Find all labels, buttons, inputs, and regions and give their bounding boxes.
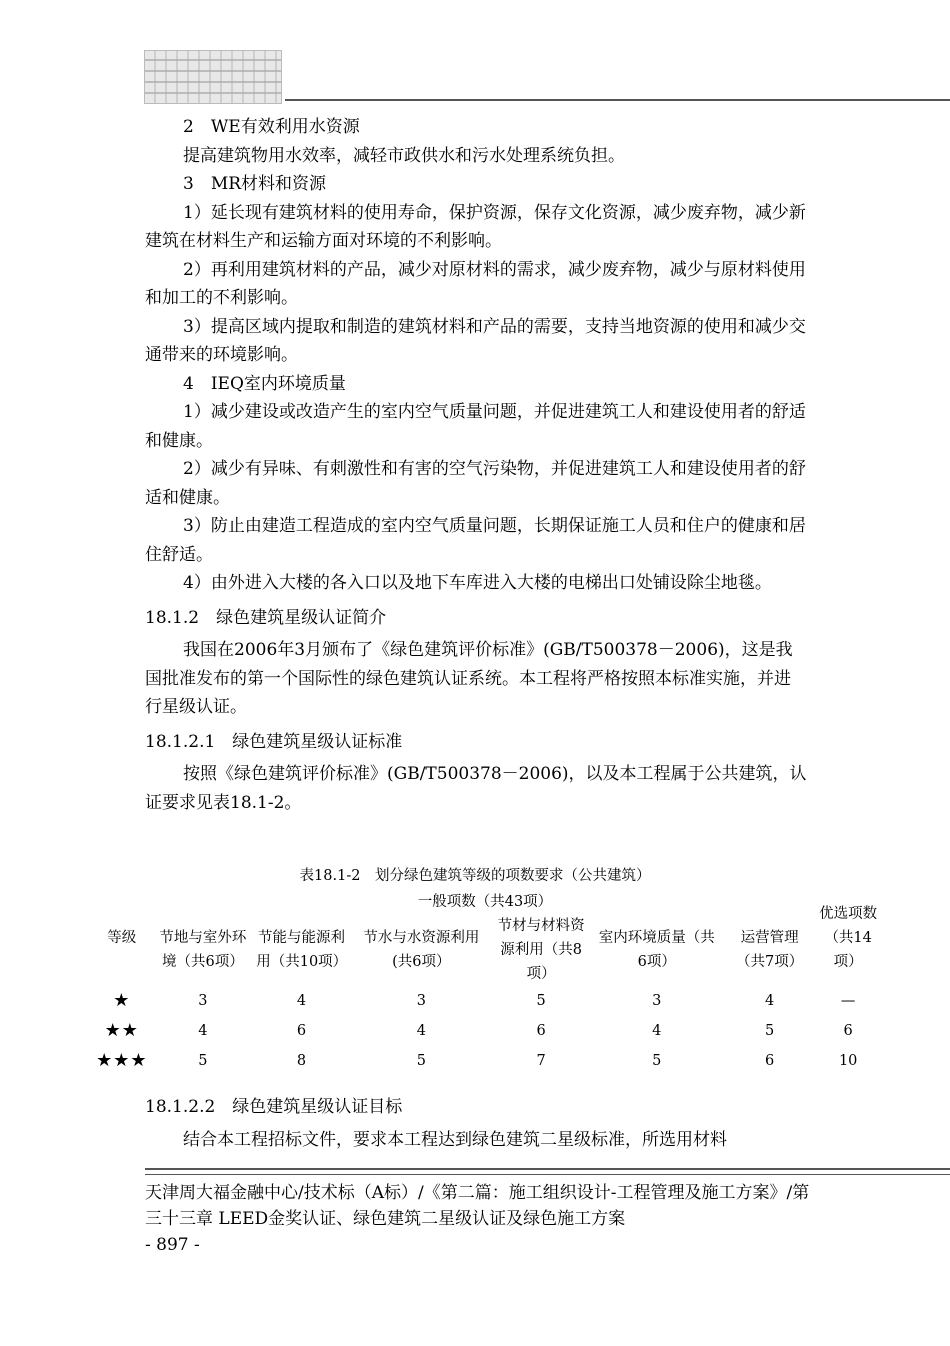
paragraph: 3 MR材料和资源 xyxy=(183,174,327,194)
table-caption: 表18.1-2 划分绿色建筑等级的项数要求（公共建筑） xyxy=(299,868,651,884)
paragraph: 3）提高区域内提取和制造的建筑材料和产品的需要，支持当地资源的使用和减少交通带来的环境影响。 xyxy=(145,316,806,365)
paragraph: 4 IEQ室内环境质量 xyxy=(183,373,346,394)
company-logo xyxy=(144,50,282,104)
table-cell: 5 xyxy=(416,1053,426,1069)
paragraph: 1）减少建设或改造产生的室内空气质量问题，并促进建筑工人和建设使用者的舒适和健康。 xyxy=(145,402,806,451)
table-subheader-row xyxy=(90,914,880,986)
header-rule xyxy=(285,99,950,101)
column-header: 室内环境质量（共6项） xyxy=(598,930,715,970)
paragraph: 3）防止由建造工程造成的室内空气质量问题，长期保证施工人员和住户的健康和居住舒适。 xyxy=(145,516,806,565)
page-footer xyxy=(145,1180,825,1258)
paragraph: 2）再利用建筑材料的产品，减少对原材料的需求，减少废弃物，减少与原材料使用和加工的不利影响。 xyxy=(145,259,806,308)
table-cell: 6 xyxy=(296,1023,307,1039)
grade-stars: ★★★ xyxy=(96,1050,148,1071)
paragraph: 4）由外进入大楼的各入口以及地下车库进入大楼的电梯出口处铺设除尘地毯。 xyxy=(183,573,772,593)
column-header: 节地与室外环境（共6项） xyxy=(159,930,247,970)
section-paragraph: 按照《绿色建筑评价标准》(GB/T500378－2006)，以及本工程属于公共建筑，认证要求见表18.1-2。 xyxy=(145,764,807,813)
table-cell: 4 xyxy=(652,1023,662,1039)
table-cell: 6 xyxy=(765,1053,775,1069)
table-row xyxy=(90,1046,880,1076)
general-items-header: 一般项数（共43项） xyxy=(417,894,553,910)
table-cell: 10 xyxy=(838,1053,858,1069)
section-heading-18-1-2-2: 18.1.2.2 绿色建筑星级认证目标 xyxy=(145,1097,403,1117)
table-cell: 4 xyxy=(198,1023,208,1039)
footer-rule-thin xyxy=(145,1174,950,1175)
table-cell: 4 xyxy=(765,993,775,1009)
paragraph-list xyxy=(145,113,807,598)
table-cell: 3 xyxy=(198,993,208,1009)
table-cell: 7 xyxy=(536,1053,546,1069)
grade-header: 等级 xyxy=(107,930,137,946)
table-cell: 4 xyxy=(296,993,307,1009)
table-cell: 8 xyxy=(296,1053,307,1069)
optional-items-header: 优选项数（共14项） xyxy=(819,906,878,970)
footer-text: 天津周大福金融中心/技术标（A标）/《第二篇：施工组织设计-工程管理及施工方案》/第三十三章 LEED金奖认证、绿色建筑二星级认证及绿色施工方案 xyxy=(145,1183,810,1229)
column-header: 运营管理（共7项） xyxy=(736,930,804,970)
section-paragraph: 结合本工程招标文件，要求本工程达到绿色建筑二星级标准，所选用材料 xyxy=(183,1129,727,1150)
grade-stars: ★★ xyxy=(104,1020,139,1041)
paragraph: 1）延长现有建筑材料的使用寿命，保护资源，保存文化资源，减少废弃物，减少新建筑在材料生产和运输方面对环境的不利影响。 xyxy=(145,202,806,251)
section-heading-18-1-2: 18.1.2 绿色建筑星级认证简介 xyxy=(145,607,387,628)
paragraph: 2）减少有异味、有刺激性和有害的空气污染物，并促进建筑工人和建设使用者的舒适和健康。 xyxy=(145,459,806,508)
table-cell: 5 xyxy=(652,1053,662,1069)
table-cell: 4 xyxy=(416,1023,426,1039)
column-header: 节水与水资源利用(共6项） xyxy=(363,930,480,970)
table-row xyxy=(90,1016,880,1046)
paragraph: 提高建筑物用水效率，减轻市政供水和污水处理系统负担。 xyxy=(183,145,625,166)
table-cell: 6 xyxy=(536,1023,546,1039)
table-cell: 5 xyxy=(198,1053,208,1069)
table-cell: 5 xyxy=(536,993,546,1009)
column-header: 节能与能源利用（共10项） xyxy=(256,930,348,970)
grade-stars: ★ xyxy=(113,990,131,1011)
table-cell: 3 xyxy=(416,993,426,1009)
column-header: 节材与材料资源利用（共8项） xyxy=(497,918,585,982)
table-row xyxy=(90,986,880,1016)
section-paragraph: 我国在2006年3月颁布了《绿色建筑评价标准》(GB/T500378－2006)，这是我国批准发布的第一个国际性的绿色建筑认证系统。本工程将严格按照本标准实施，并进行星级认证。 xyxy=(145,640,793,717)
table-cell: — xyxy=(840,993,856,1009)
document-body xyxy=(145,113,807,817)
document-body-continued xyxy=(145,1093,807,1154)
grade-requirements-table xyxy=(90,890,880,1076)
table-header-row xyxy=(90,890,880,914)
footer-rule-thick xyxy=(145,1168,950,1170)
table-cell: 3 xyxy=(652,993,662,1009)
table-cell: 5 xyxy=(765,1023,775,1039)
section-heading-18-1-2-1: 18.1.2.1 绿色建筑星级认证标准 xyxy=(145,731,403,752)
table-body xyxy=(90,986,880,1076)
table-cell: 6 xyxy=(843,1023,853,1039)
page-number: - 897 - xyxy=(145,1235,200,1255)
paragraph: 2 WE有效利用水资源 xyxy=(183,117,360,137)
